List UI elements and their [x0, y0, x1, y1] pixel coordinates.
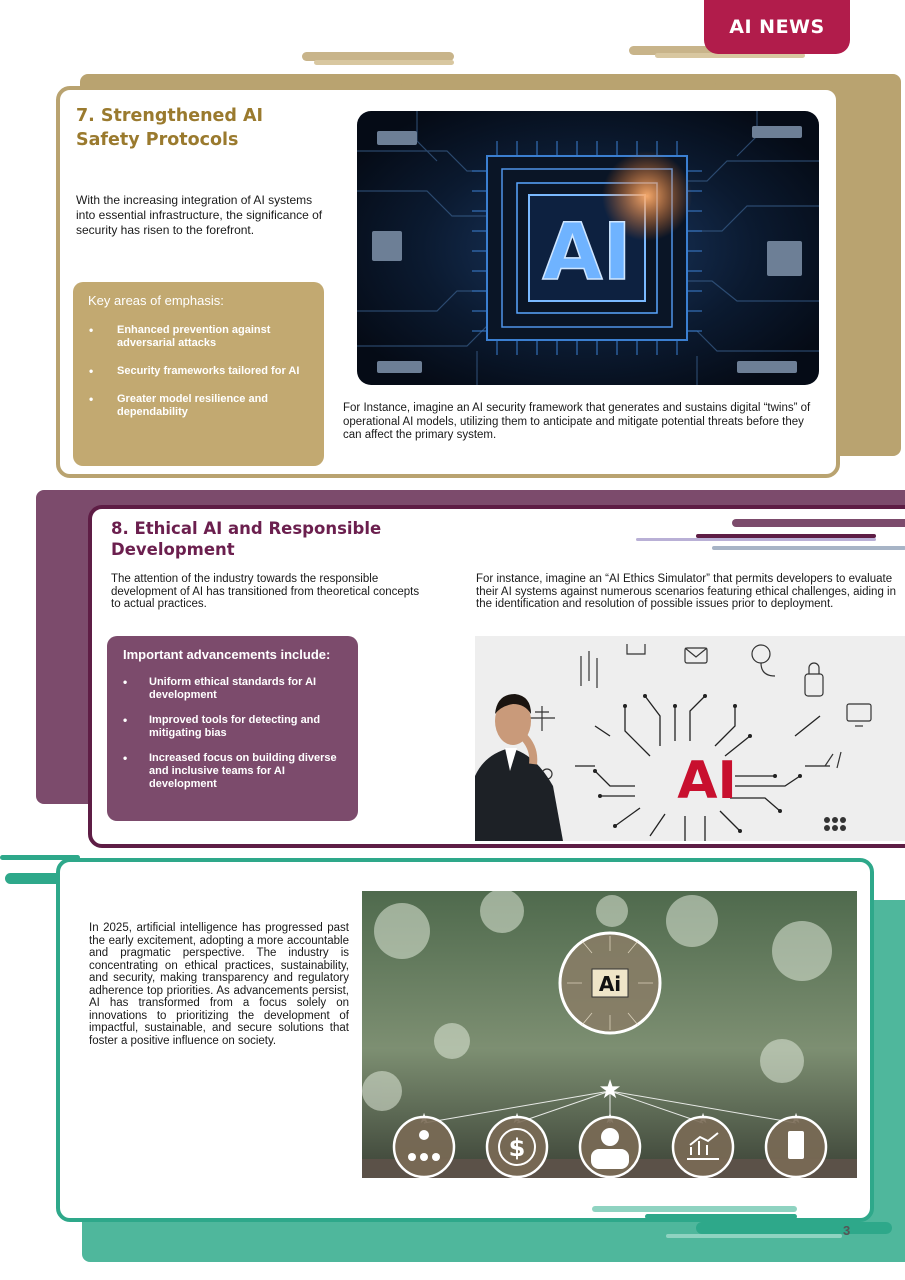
list-item: • Improved tools for detecting and mitigating bias — [121, 714, 351, 740]
section7-intro: With the increasing integration of AI systems into essential infrastructure, the significance of security has risen to the forefront. — [76, 193, 323, 237]
decor-bar — [732, 519, 905, 527]
section7-emphasis-box — [73, 282, 324, 466]
network-ai-label: Ai — [598, 972, 622, 996]
page-number: 3 — [843, 1223, 851, 1238]
section7-caption: For Instance, imagine an AI security framework that generates and sustains digital “twins” of operational AI models, utilizing them to anticipate and mitigate potential threats before they can affect the primary system. — [343, 402, 811, 441]
list-item: • Increased focus on building diverse and inclusive teams for AI development — [121, 752, 351, 791]
svg-text:$: $ — [508, 1134, 526, 1162]
decor-bar — [645, 1214, 797, 1219]
list-item: • Uniform ethical standards for AI development — [121, 676, 351, 702]
section7-title: 7. Strengthened AI Safety Protocols — [76, 106, 264, 150]
ai-ethics-image — [475, 636, 905, 841]
ai-network-illustration — [362, 891, 857, 1178]
list-item: • Security frameworks tailored for AI — [87, 365, 313, 378]
section8-list — [121, 676, 351, 803]
section8-advancements-box — [107, 636, 358, 821]
decor-bar — [636, 538, 876, 541]
ethics-ai-label: AI — [677, 751, 737, 811]
decor-bar — [592, 1206, 797, 1212]
decor-bar — [696, 1222, 892, 1234]
section8-title: 8. Ethical AI and Responsible Development — [111, 519, 382, 559]
svg-text:★: ★ — [598, 1075, 622, 1105]
ai-ethics-illustration — [475, 636, 905, 841]
list-item: • Greater model resilience and dependability — [87, 393, 313, 419]
chip-ai-label: AI — [542, 208, 632, 298]
section8-box-heading: Important advancements include: — [123, 647, 331, 662]
conclusion-text: In 2025, artificial intelligence has progressed past the early excitement, adopting a more accountable and pragmatic perspective. The industry is concentrating on ethical practices, sustainability, and security, making transparency and regulatory adherence top priorities. As advancements persist, AI has transformed from a focus solely on innovations to prioritizing the development of impactful, sustainable, and secure solutions that foster a positive influence on society. — [89, 922, 349, 1047]
section8-caption: For instance, imagine an “AI Ethics Simulator” that permits developers to evaluate their AI systems against numerous scenarios featuring ethical challenges, aiding in the identification and resolution of possible issues prior to deployment. — [476, 573, 896, 610]
section-tag: AI NEWS — [704, 0, 850, 54]
ai-chip-illustration — [357, 111, 819, 385]
decor-bar — [314, 60, 454, 65]
decor-bar — [666, 1234, 842, 1238]
ai-chip-image — [357, 111, 819, 385]
list-item: • Enhanced prevention against adversarial attacks — [87, 324, 313, 350]
section8-intro: The attention of the industry towards the responsible development of AI has transitioned from theoretical concepts to actual practices. — [111, 573, 420, 610]
decor-bar — [696, 534, 876, 538]
ai-network-image — [362, 891, 857, 1178]
section7-box-heading: Key areas of emphasis: — [88, 293, 224, 308]
decor-bar — [712, 546, 905, 550]
section7-list — [87, 324, 313, 434]
